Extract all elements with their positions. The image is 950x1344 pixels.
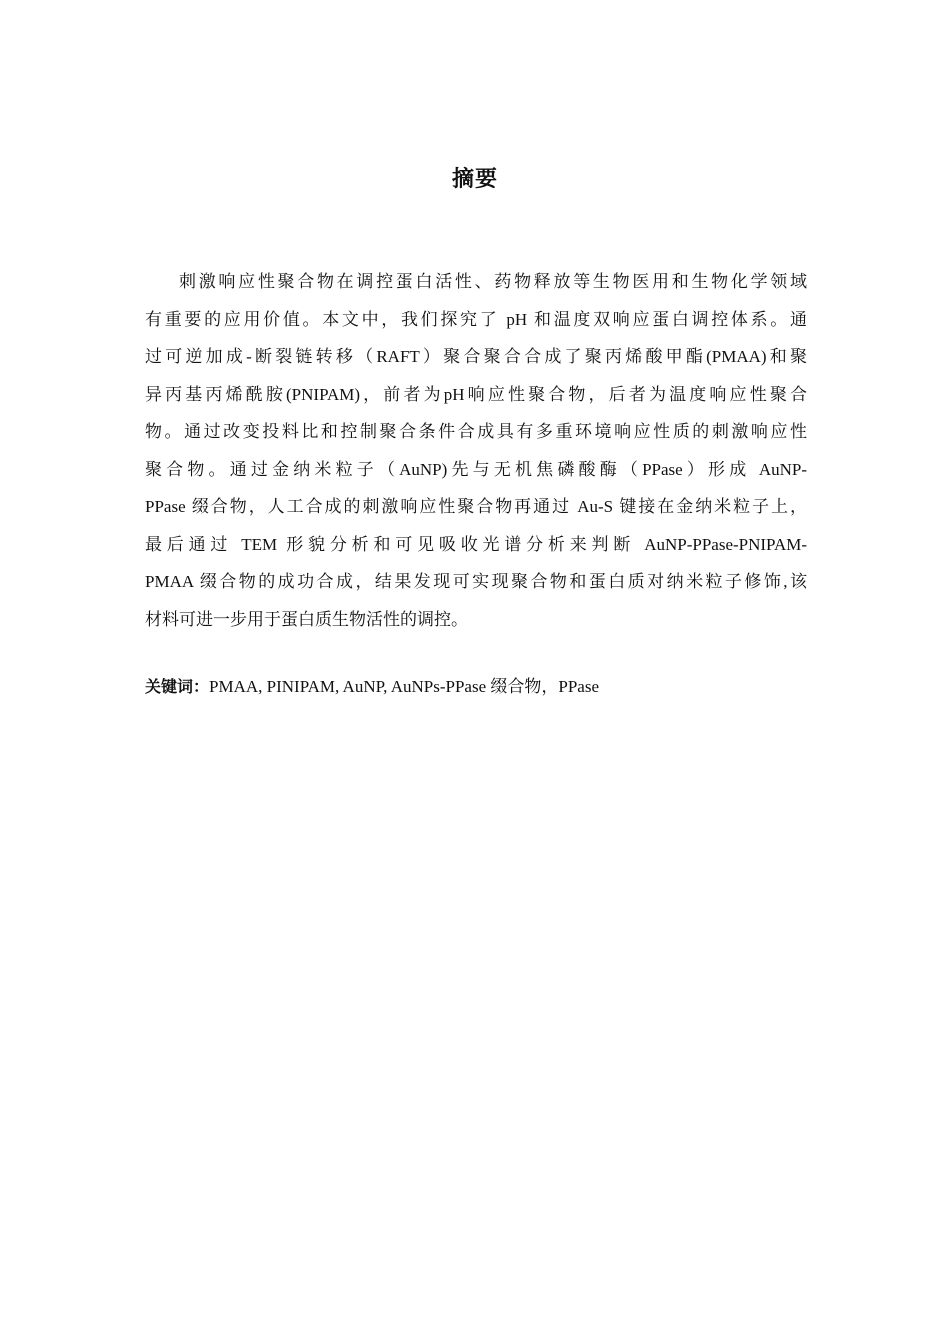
abstract-line: PMAA 缀合物的成功合成，结果发现可实现聚合物和蛋白质对纳米粒子修饰,该 (145, 572, 807, 591)
abstract-line: 聚合物。通过金纳米粒子（AuNP)先与无机焦磷酸酶（PPase）形成 AuNP- (145, 459, 807, 479)
abstract-line: 最后通过 TEM 形貌分析和可见吸收光谱分析来判断 AuNP-PPase-PNIPAM- (145, 534, 807, 554)
abstract-line: 过可逆加成-断裂链转移（RAFT）聚合聚合合成了聚丙烯酸甲酯(PMAA)和聚 (145, 347, 807, 366)
abstract-line: 物。通过改变投料比和控制聚合条件合成具有多重环境响应性质的刺激响应性 (145, 422, 807, 441)
abstract-line: 材料可进一步用于蛋白质生物活性的调控。 (145, 609, 468, 629)
abstract-line: 刺激响应性聚合物在调控蛋白活性、药物释放等生物医用和生物化学领域 (179, 272, 807, 291)
abstract-line: 有重要的应用价值。本文中，我们探究了 pH 和温度双响应蛋白调控体系。通 (145, 309, 807, 329)
abstract-line: 异丙基丙烯酰胺(PNIPAM)，前者为pH响应性聚合物，后者为温度响应性聚合 (145, 384, 807, 404)
keywords-label: 关键词： (145, 677, 210, 696)
keywords-line (145, 673, 599, 701)
abstract-line: PPase 缀合物，人工合成的刺激响应性聚合物再通过 Au-S 键接在金纳米粒子上， (145, 497, 807, 516)
keywords-text: PMAA, PINIPAM, AuNP, AuNPs-PPase 缀合物，PPase (209, 677, 599, 696)
abstract-body (145, 263, 807, 638)
abstract-title: 摘要 (451, 167, 498, 192)
